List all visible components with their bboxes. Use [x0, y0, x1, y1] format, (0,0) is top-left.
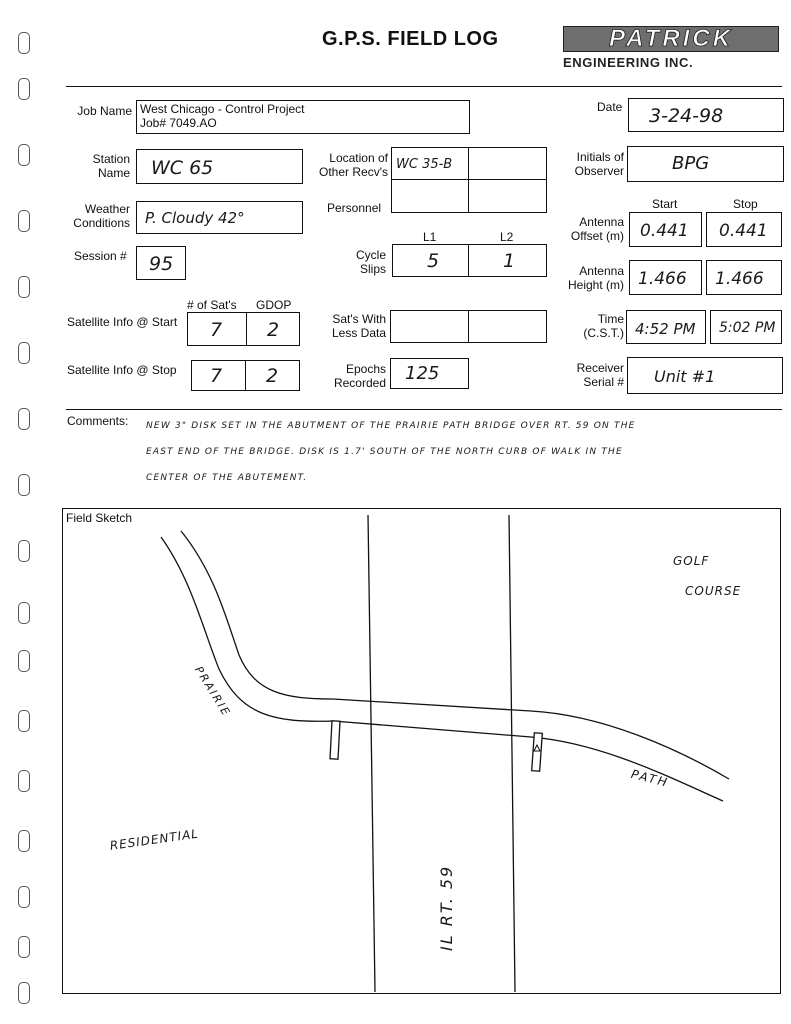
time-label [558, 312, 624, 340]
job-name-field[interactable] [136, 100, 470, 134]
antenna-offset-stop-field[interactable] [706, 212, 782, 247]
sats-less-data-2-field[interactable] [468, 310, 547, 343]
bridge-west-abutment [330, 721, 340, 759]
antenna-height-label-line2: Height (m) [567, 278, 624, 292]
sketch-label-course: COURSE [685, 584, 742, 598]
sketch-drawing [63, 509, 779, 992]
company-logo [563, 26, 779, 52]
satellite-stop-label: Satellite Info @ Stop [67, 363, 177, 377]
binder-hole [18, 276, 30, 298]
path-south-edge [181, 531, 729, 779]
epochs-label-line1: Epochs [345, 362, 386, 376]
num-sats-header: # of Sat's [187, 298, 237, 312]
binder-hole [18, 408, 30, 430]
observer-initials-label [544, 150, 624, 178]
antenna-height-start-value: 1.466 [638, 269, 687, 289]
antenna-height-stop-value: 1.466 [715, 269, 764, 289]
binder-hole [18, 936, 30, 958]
weather-value: P. Cloudy 42° [145, 209, 245, 227]
time-start-value: 4:52 PM [635, 320, 696, 338]
satellite-stop-count-field[interactable] [191, 360, 246, 391]
comments-label: Comments: [67, 414, 129, 428]
other-receiver-2-field[interactable] [468, 147, 547, 180]
cycle-slips-l2-field[interactable] [468, 244, 547, 277]
epochs-value: 125 [405, 363, 440, 384]
binder-hole [18, 474, 30, 496]
session-label: Session # [74, 249, 127, 263]
field-sketch [62, 508, 781, 994]
comments-rule [66, 409, 782, 410]
location-label-line2: Other Recv's [319, 165, 388, 179]
binder-hole [18, 602, 30, 624]
path-north-edge [161, 537, 723, 801]
binder-hole [18, 32, 30, 54]
cycle-slips-l1-field[interactable] [392, 244, 469, 277]
weather-label [50, 202, 130, 230]
l2-header: L2 [500, 230, 514, 244]
sats-less-data-1-field[interactable] [390, 310, 469, 343]
personnel-2-field[interactable] [468, 179, 547, 213]
epochs-label-line2: Recorded [333, 376, 386, 390]
time-label-line1: Time [597, 312, 624, 326]
binder-hole [18, 830, 30, 852]
cycle-slips-l2-value: 1 [503, 250, 516, 272]
bridge-east-abutment [532, 733, 543, 771]
satellite-start-gdop-field[interactable] [246, 312, 300, 346]
other-receiver-value: WC 35-B [396, 157, 453, 172]
personnel-label: Personnel [327, 201, 382, 215]
binder-hole [18, 342, 30, 364]
antenna-offset-label-line1: Antenna [579, 215, 624, 229]
logo-wordmark: PATRICK [608, 25, 734, 52]
satellite-start-count-value: 7 [210, 319, 223, 341]
location-label-line1: Location of [329, 151, 388, 165]
start-header: Start [652, 197, 678, 211]
observer-initials-field[interactable] [627, 146, 784, 182]
satellite-stop-gdop-value: 2 [266, 365, 279, 387]
time-label-line2: (C.S.T.) [583, 326, 624, 340]
binder-hole [18, 886, 30, 908]
antenna-height-stop-field[interactable] [706, 260, 782, 295]
comments-line-2: EAST END OF THE BRIDGE. DISK IS 1.7' SOUTH OF THE NORTH CURB OF WALK IN THE [146, 447, 623, 457]
field-sketch-title: Field Sketch [66, 511, 133, 525]
sats-less-data-label-line1: Sat's With [332, 312, 386, 326]
initials-label-line1: Initials of [576, 150, 624, 164]
antenna-offset-start-field[interactable] [629, 212, 702, 247]
other-receiver-1-field[interactable] [391, 147, 469, 180]
station-name-field[interactable] [136, 149, 303, 184]
satellite-start-count-field[interactable] [187, 312, 247, 346]
receiver-label-line1: Receiver [576, 361, 624, 375]
session-field[interactable] [136, 246, 186, 280]
cycle-slips-l1-value: 5 [427, 250, 440, 272]
date-value: 3-24-98 [649, 105, 724, 127]
antenna-height-start-field[interactable] [629, 260, 702, 295]
weather-label-line1: Weather [84, 202, 130, 216]
date-label: Date [597, 100, 623, 114]
binder-hole [18, 770, 30, 792]
receiver-serial-field[interactable] [627, 357, 783, 394]
sats-less-data-label [314, 312, 386, 340]
antenna-offset-stop-value: 0.441 [719, 221, 768, 241]
receiver-serial-value: Unit #1 [654, 367, 716, 386]
sketch-label-golf: GOLF [673, 554, 710, 568]
station-name-value: WC 65 [151, 157, 214, 179]
station-label-line2: Name [97, 166, 130, 180]
stop-header: Stop [733, 197, 758, 211]
antenna-offset-label [548, 215, 624, 243]
binder-hole [18, 650, 30, 672]
comments-line-1: NEW 3" DISK SET IN THE ABUTMENT OF THE PRAIRIE PATH BRIDGE OVER RT. 59 ON THE [146, 421, 636, 431]
session-value: 95 [149, 253, 174, 275]
gdop-header: GDOP [256, 298, 292, 312]
sketch-label-route-59: IL RT. 59 [437, 864, 456, 951]
satellite-start-label: Satellite Info @ Start [67, 315, 178, 329]
header-rule [66, 86, 782, 87]
job-name-value: West Chicago - Control Project [140, 102, 305, 116]
binder-holes [14, 20, 36, 1020]
satellite-start-gdop-value: 2 [267, 319, 280, 341]
job-name-label: Job Name [77, 104, 132, 118]
satellite-stop-count-value: 7 [210, 365, 223, 387]
page-title: G.P.S. FIELD LOG [322, 28, 499, 50]
binder-hole [18, 982, 30, 1004]
cycle-slips-label [332, 248, 386, 276]
binder-hole [18, 540, 30, 562]
time-stop-value: 5:02 PM [719, 320, 776, 336]
route-59-east-edge [509, 515, 515, 992]
logo-subtitle: ENGINEERING INC. [563, 55, 694, 70]
personnel-1-field[interactable] [391, 179, 469, 213]
l1-header: L1 [423, 230, 437, 244]
station-label-line1: Station [92, 152, 130, 166]
receiver-label-line2: Serial # [583, 375, 624, 389]
antenna-offset-start-value: 0.441 [640, 221, 689, 241]
binder-hole [18, 710, 30, 732]
initials-label-line2: Observer [574, 164, 624, 178]
time-start-field[interactable] [626, 310, 706, 344]
station-name-label [70, 152, 130, 180]
binder-hole [18, 78, 30, 100]
route-59-west-edge [368, 515, 375, 992]
cycle-slips-label-line1: Cycle [355, 248, 386, 262]
weather-label-line2: Conditions [73, 216, 130, 230]
sketch-label-prairie: PRAIRIE [191, 664, 234, 720]
sats-less-data-label-line2: Less Data [331, 326, 386, 340]
job-number-value: Job# 7049.AO [140, 116, 217, 130]
epochs-label [314, 362, 386, 390]
location-label [300, 151, 388, 179]
antenna-height-label-line1: Antenna [579, 264, 624, 278]
satellite-stop-gdop-field[interactable] [245, 360, 300, 391]
epochs-field[interactable] [390, 358, 469, 389]
antenna-offset-label-line2: Offset (m) [570, 229, 624, 243]
cycle-slips-label-line2: Slips [359, 262, 386, 276]
comments-line-3: CENTER OF THE ABUTEMENT. [146, 473, 308, 483]
sketch-label-residential: RESIDENTIAL [109, 826, 200, 853]
antenna-height-label [548, 264, 624, 292]
observer-initials-value: BPG [672, 153, 710, 174]
sketch-label-path: PATH [629, 767, 671, 790]
time-stop-field[interactable] [710, 310, 782, 344]
weather-field[interactable] [136, 201, 303, 234]
date-field[interactable] [628, 98, 784, 132]
binder-hole [18, 210, 30, 232]
binder-hole [18, 144, 30, 166]
receiver-serial-label [554, 361, 624, 389]
